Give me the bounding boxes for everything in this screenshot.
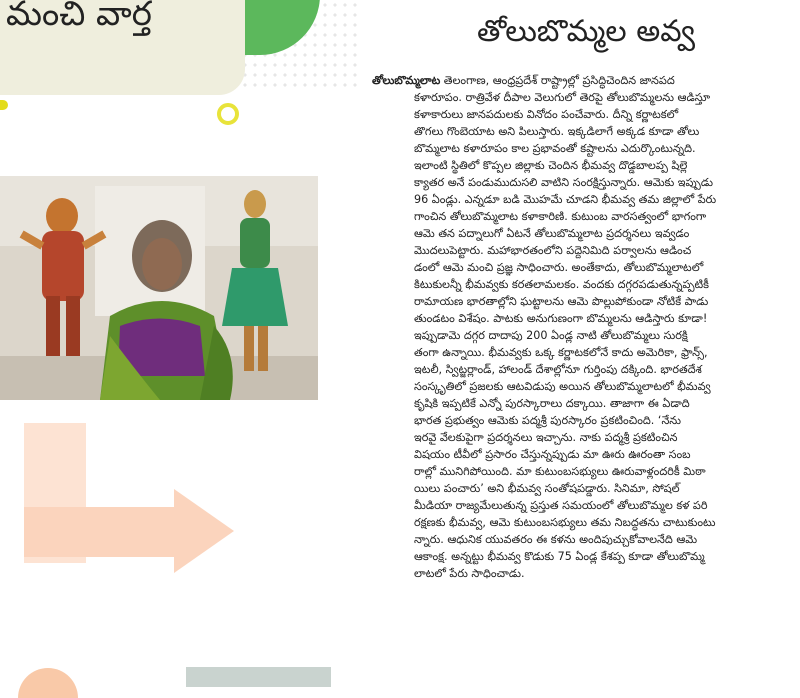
- article-line: ఇరవై వేలకుపైగా ప్రదర్శనలు ఇచ్చాను. నాకు పద్మశ్రీ ప్రకటించిన: [414, 431, 678, 444]
- article-line: తొగలు గొంబెయాట అని పిలుస్తారు. ఇక్కడిలాగే అక్కడ కూడా తోలు: [414, 125, 700, 138]
- article-body: [372, 72, 784, 582]
- yellow-accent: [0, 100, 8, 110]
- article-line: కళారూపం. రాత్రివేళ దీపాల వెలుగులో తెరపై తోలుబొమ్మలను ఆడిస్తూ: [414, 91, 711, 104]
- lead-word: తోలుబొమ్మలాట: [372, 74, 441, 87]
- article-line: క్యాతర అనే పండుముదుసలి వాటిని సంరక్షిస్తున్నారు. ఆమెకు ఇప్పుడు: [414, 176, 713, 189]
- section-title: మంచి వార్త: [6, 0, 152, 34]
- yellow-ring-icon: [217, 103, 239, 125]
- bottom-gray-shape: [186, 667, 331, 687]
- article-line: విషయం టీవీలో ప్రసారం చేస్తున్నప్పుడు మా ఊరు ఊరంతా సంబ: [414, 448, 691, 461]
- article-line: న్నారు. ఆధునిక యువతరం ఈ కళను అందిపుచ్చుకోవాలనేది ఆమె: [414, 533, 698, 546]
- article-line: రక్షణకు భీమవ్వ, ఆమె కుటుంబసభ్యులు తమ నిబద్ధతను చాటుకుంటు: [414, 516, 716, 529]
- article-line: ఇలాంటి స్థితిలో కొప్పల జిల్లాకు చెందిన భీమవ్వ దొడ్డబాలప్ప షిల్లె: [414, 159, 688, 172]
- article-line: యిలు పంచారు’ అని భీమవ్వ సంతోషపడ్డారు. సినిమా, సోషల్: [414, 482, 680, 495]
- article-line: మీడియా రాజ్యమేలుతున్న ప్రస్తుత సమయంలో తోలుబొమ్మల కళ పరి: [414, 499, 708, 512]
- article-line: మొదలుపెట్టారు. మహాభారతంలోని పద్దెనిమిది పర్వాలను ఆడించ: [414, 244, 692, 257]
- article-line: తోలుబొమ్మలాట తెలంగాణ, ఆంధ్రప్రదేశ్ రాష్ట్రాల్లో ప్రసిద్ధిచెందిన జానపద: [372, 74, 675, 87]
- article-title: తోలుబొమ్మల అవ్వ: [477, 14, 695, 49]
- article-line: లాటలో పేరు సాధించాడు.: [414, 567, 525, 580]
- article-line: కిటుకులన్నీ భీమవ్వకు కరతలామలకం. వందకు దగ్గరపడుతున్నప్పటికీ: [414, 278, 710, 291]
- article-line: రామాయణ భారతాల్లోని ఘట్టాలను ఆమె పొల్లుపోకుండా నోటికే పాడు: [414, 295, 709, 308]
- bottom-pink-shape: [18, 668, 78, 698]
- article-line: తంగా ఉన్నాయి. భీమవ్వకు ఒక్క కర్ణాటకలోనే కాదు అమెరికా, ఫ్రాన్స్,: [414, 346, 708, 359]
- article-photo: [0, 176, 318, 400]
- article-line: గాంచిన తోలుబొమ్మలాట కళాకారిణి. కుటుంబ వారసత్వంలో భాగంగా: [414, 210, 707, 223]
- article-line: ఆకాంక్ష. అన్నట్టు భీమవ్వ కొడుకు 75 ఏండ్ల కేశప్ప కూడా తోలుబొమ్మ: [414, 550, 705, 563]
- article-line: ఇటలీ, స్విట్జర్లాండ్, హాలండ్ దేశాల్లోనూ గుర్తింపు దక్కింది. భారతదేశ: [414, 363, 702, 376]
- article-line: డంలో ఆమె మంచి ప్రజ్ఞ సాధించారు. అంతేకాదు, తోలుబొమ్మలాటలో: [414, 261, 704, 274]
- article-line: ఇప్పుడామె దగ్గర దాదాపు 200 ఏండ్ల నాటి తోలుబొమ్మలు సురక్షి: [414, 329, 688, 342]
- article-line: సంస్కృతిలో ప్రజలకు ఆటవిడుపు అయిన తోలుబొమ్మలాటలో భీమవ్వ: [414, 380, 711, 393]
- article-line: 96 ఏండ్లు. ఎన్నడూ బడి మొహమే చూడని భీమవ్వ తమ జిల్లాలో పేరు: [414, 193, 717, 206]
- article-line: కృషికి ఇప్పటికే ఎన్నో పురస్కారాలు దక్కాయి. తాజాగా ఈ ఏడాది: [414, 397, 690, 410]
- article-line: కళాకారులు జానపదులకు వినోదం పంచేవారు. దీన్ని కర్ణాటకలో: [414, 108, 679, 121]
- puppeteer-photo-illustration: [0, 176, 318, 400]
- article-line: భారత ప్రభుత్వం ఆమెకు పద్మశ్రీ పురస్కారం ప్రకటించింది. ‘నేను: [414, 414, 682, 427]
- article-line: రాల్లో మునిగిపోయింది. మా కుటుంబసభ్యులు ఊరువాళ్లందరికీ మిఠా: [414, 465, 706, 478]
- article-line: తుండటం విశేషం. పాటకు అనుగుణంగా బొమ్మలను ఆడిస్తారు కూడా!: [414, 312, 708, 325]
- article-line: ఆమె తన పద్నాలుగో ఏటనే తోలుబొమ్మలాట ప్రదర్శనలు ఇవ్వడం: [414, 227, 690, 240]
- right-arrow-graphic-icon: [24, 423, 254, 573]
- section-header: [0, 0, 245, 95]
- article-line: బొమ్మలాట కళారూపం కాల ప్రభావంతో కష్టాలను ఎదుర్కొంటున్నది.: [414, 142, 696, 155]
